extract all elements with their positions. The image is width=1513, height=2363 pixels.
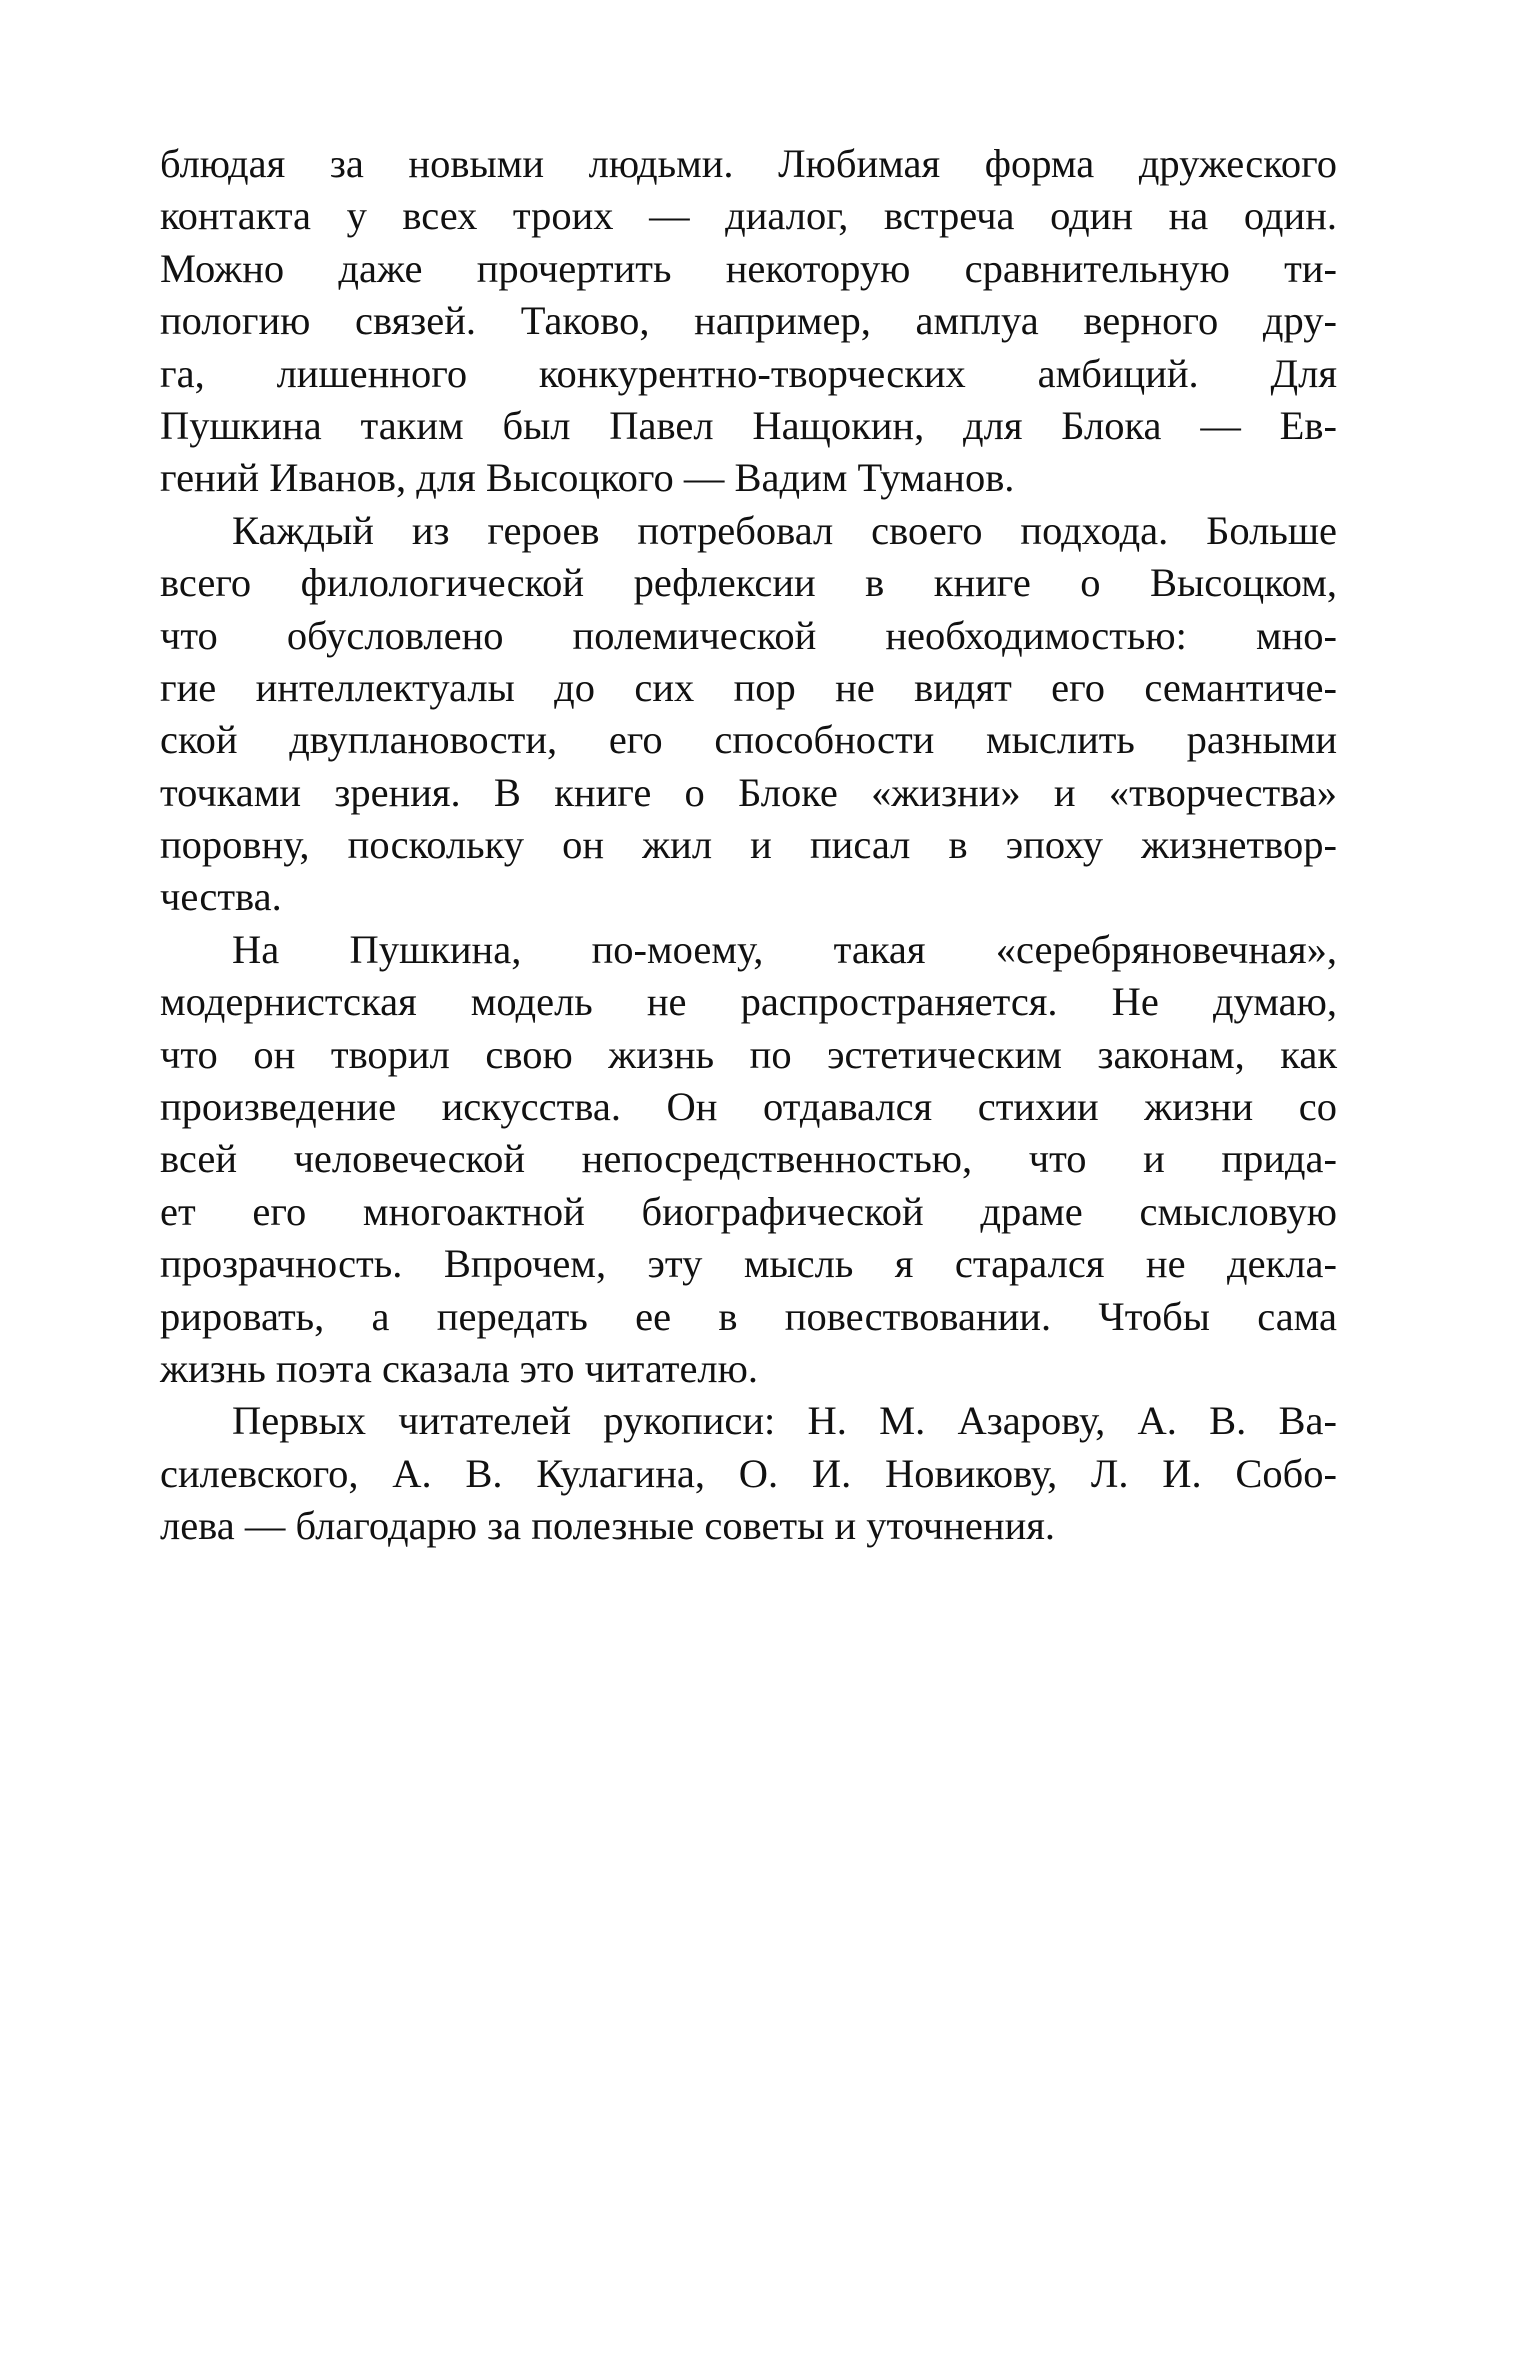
text-line: прозрачность. Впрочем, эту мысль я старался не декла- [160,1241,1337,1287]
body-text [160,138,1337,1553]
text-line: Первых читателей рукописи: Н. М. Азарову, А. В. Ва- [232,1398,1337,1444]
text-line: блюдая за новыми людьми. Любимая форма дружеского [160,141,1337,186]
text-line: контакта у всех троих — диалог, встреча один на один. [160,193,1337,239]
text-line: произведение искусства. Он отдавался стихии жизни со [160,1084,1337,1130]
text-line: ской двуплановости, его способности мыслить разными [160,717,1337,763]
text-line: пологию связей. Таково, например, амплуа верного дру- [160,298,1337,344]
text-line: точками зрения. В книге о Блоке «жизни» и «творчества» [160,769,1337,815]
text-line: Можно даже прочертить некоторую сравнительную ти- [160,245,1337,291]
text-line: гие интеллектуалы до сих пор не видят его семантиче- [160,664,1337,710]
text-line: всей человеческой непосредственностью, что и прида- [160,1136,1337,1182]
text-line: лева — благодарю за полезные советы и уточнения. [160,1503,1055,1549]
text-line: модернистская модель не распространяется. Не думаю, [160,979,1337,1025]
text-line: гений Иванов, для Высоцкого — Вадим Туманов. [160,455,1015,501]
text-line: силевского, А. В. Кулагина, О. И. Новикову, Л. И. Собо- [160,1450,1337,1496]
text-line: га, лишенного конкурентно-творческих амбиций. Для [160,350,1337,396]
text-line: чества. [160,874,282,920]
text-line: поровну, поскольку он жил и писал в эпоху жизнетвор- [160,822,1337,868]
text-line: что он творил свою жизнь по эстетическим законам, как [160,1031,1337,1077]
text-line: что обусловлено полемической необходимостью: мно- [160,612,1337,658]
text-line: На Пушкина, по-моему, такая «серебряновечная», [232,926,1337,972]
text-line: Каждый из героев потребовал своего подхода. Больше [232,507,1337,553]
text-line: всего филологической рефлексии в книге о Высоцком, [160,560,1337,606]
text-line: ет его многоактной биографической драме смысловую [160,1188,1337,1234]
text-line: Пушкина таким был Павел Нащокин, для Блока — Ев- [160,402,1337,448]
text-line: рировать, а передать ее в повествовании. Чтобы сама [160,1293,1337,1339]
text-line: жизнь поэта сказала это читателю. [160,1345,759,1391]
